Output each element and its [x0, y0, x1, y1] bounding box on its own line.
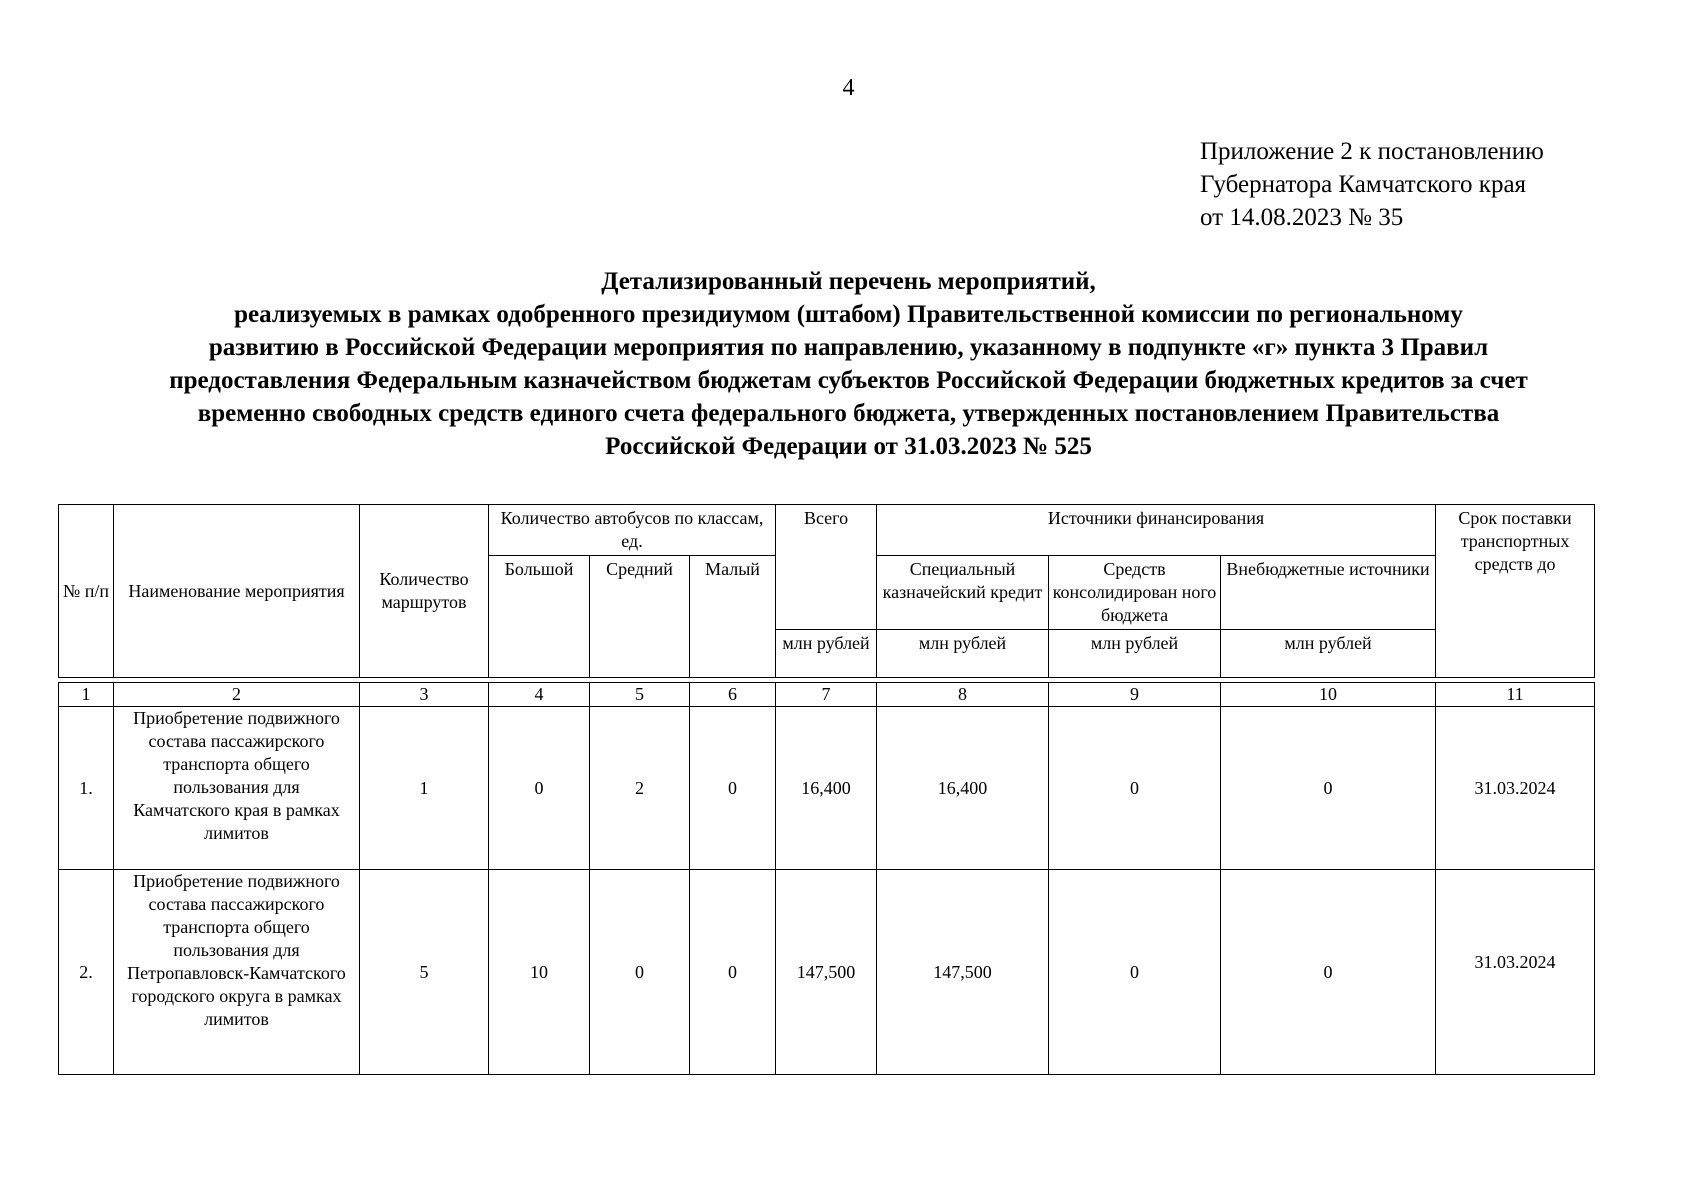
row-routes: 1	[360, 707, 489, 870]
row-medium: 2	[590, 707, 690, 870]
row-medium: 0	[590, 870, 690, 1075]
title-line: предоставления Федеральным казначейством бюджетам субъектов Российской Федерации бюджетных кредитов за счет	[169, 367, 1528, 394]
header-routes: Количество маршрутов	[360, 505, 489, 678]
header-name: Наименование мероприятия	[114, 505, 360, 678]
row-total: 16,400	[776, 707, 877, 870]
row-extra: 0	[1221, 870, 1436, 1075]
column-number: 6	[690, 683, 776, 707]
page-number: 4	[842, 75, 855, 101]
row-routes: 5	[360, 870, 489, 1075]
column-number: 5	[590, 683, 690, 707]
table-row	[59, 870, 1595, 1075]
row-large: 10	[489, 870, 590, 1075]
column-number: 1	[59, 683, 114, 707]
row-num: 1.	[59, 707, 114, 870]
row-small: 0	[690, 707, 776, 870]
appendix-block	[1200, 135, 1544, 234]
row-small: 0	[690, 870, 776, 1075]
appendix-line: Приложение 2 к постановлению	[1200, 138, 1544, 165]
title-line: развитию в Российской Федерации мероприятия по направлению, указанному в подпункте «г» пункта 3 Правил	[208, 334, 1489, 361]
column-number: 9	[1049, 683, 1221, 707]
header-unit: млн рублей	[1221, 630, 1436, 678]
header-large: Большой	[489, 556, 590, 678]
table-body	[58, 682, 1595, 1075]
row-deadline: 31.03.2024	[1436, 707, 1595, 870]
title-line: Российской Федерации от 31.03.2023 № 525	[605, 433, 1092, 460]
column-number: 4	[489, 683, 590, 707]
row-special: 16,400	[877, 707, 1049, 870]
header-buses: Количество автобусов по классам, ед.	[489, 505, 776, 556]
column-number: 7	[776, 683, 877, 707]
appendix-line: от 14.08.2023 № 35	[1200, 204, 1404, 231]
title-line: временно свободных средств единого счета федерального бюджета, утвержденных постановлением Правительства	[197, 400, 1500, 427]
header-extra: Внебюджетные источники	[1221, 556, 1436, 630]
appendix-line: Губернатора Камчатского края	[1200, 171, 1527, 198]
row-name: Приобретение подвижного состава пассажирского транспорта общего пользования для Петропавловск-Камчатского городского округа в рамках лимитов	[114, 870, 360, 1075]
header-sources: Источники финансирования	[877, 505, 1436, 556]
column-number: 3	[360, 683, 489, 707]
header-num: № п/п	[59, 505, 114, 678]
header-consolidated: Средств консолидирован ного бюджета	[1049, 556, 1221, 630]
document-title	[60, 265, 1637, 463]
row-consolidated: 0	[1049, 870, 1221, 1075]
header-small: Малый	[690, 556, 776, 678]
row-large: 0	[489, 707, 590, 870]
column-number: 11	[1436, 683, 1595, 707]
row-name: Приобретение подвижного состава пассажирского транспорта общего пользования для Камчатского края в рамках лимитов	[114, 707, 360, 870]
row-deadline: 31.03.2024	[1436, 870, 1595, 1075]
title-line: Детализированный перечень мероприятий,	[601, 268, 1096, 295]
row-consolidated: 0	[1049, 707, 1221, 870]
header-total-unit: млн рублей	[776, 630, 877, 678]
table-row	[59, 707, 1595, 870]
header-medium: Средний	[590, 556, 690, 678]
row-extra: 0	[1221, 707, 1436, 870]
column-number: 2	[114, 683, 360, 707]
header-deadline: Срок поставки транспортных средств до	[1436, 505, 1595, 678]
header-unit: млн рублей	[1049, 630, 1221, 678]
header-special: Специальный казначейский кредит	[877, 556, 1049, 630]
row-total: 147,500	[776, 870, 877, 1075]
column-number: 8	[877, 683, 1049, 707]
column-number: 10	[1221, 683, 1436, 707]
table-header	[58, 504, 1595, 678]
title-line: реализуемых в рамках одобренного президиумом (штабом) Правительственной комиссии по региональному	[234, 301, 1463, 328]
header-total: Всего	[776, 505, 877, 630]
header-unit: млн рублей	[877, 630, 1049, 678]
column-number-row	[59, 683, 1595, 707]
row-num: 2.	[59, 870, 114, 1075]
row-special: 147,500	[877, 870, 1049, 1075]
